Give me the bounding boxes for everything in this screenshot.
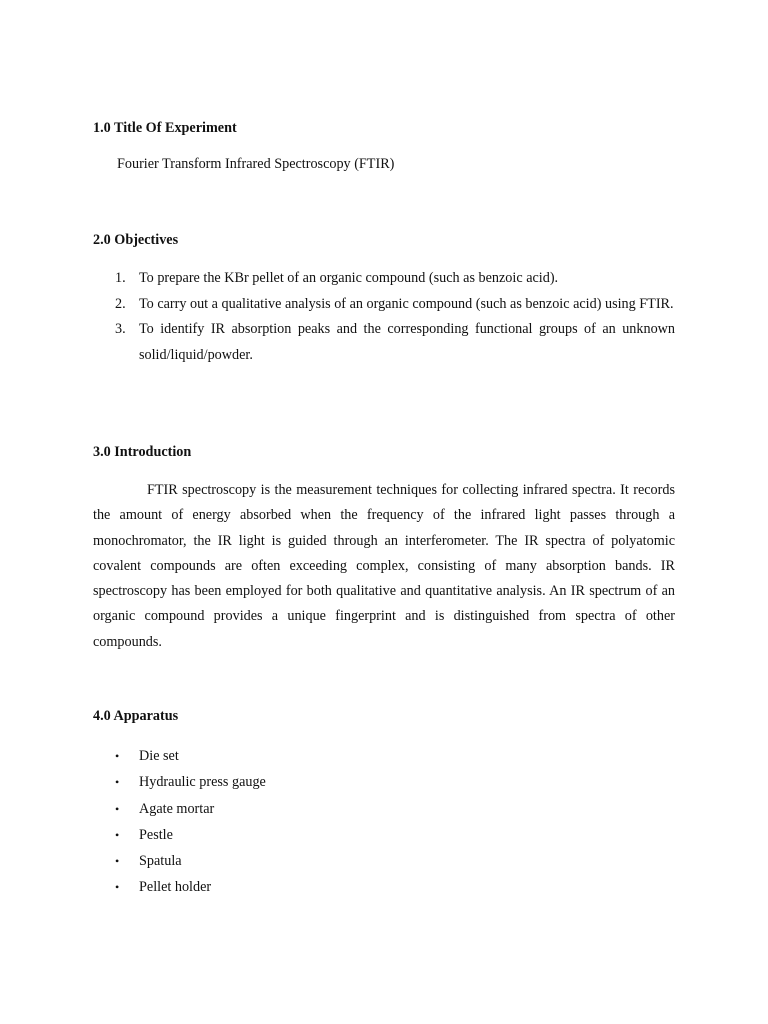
experiment-title: Fourier Transform Infrared Spectroscopy (FTIR) bbox=[117, 156, 395, 172]
apparatus-item bbox=[93, 822, 493, 848]
apparatus-list bbox=[93, 743, 493, 901]
apparatus-item bbox=[93, 743, 493, 769]
apparatus-text: Die set bbox=[139, 748, 179, 764]
apparatus-text: Hydraulic press gauge bbox=[139, 774, 266, 791]
objective-number: 2. bbox=[115, 295, 126, 312]
introduction-paragraph: FTIR spectroscopy is the measurement techniques for collecting infrared spectra. It records the amount of energy absorbed when the frequency of the infrared light passes through a monochromator, the IR light is guided through an interferometer. The IR spectra of polyatomic covalent compounds are often exceeding complex, consisting of many absorption bands. IR spectroscopy has been employed for both qualitative and quantitative analysis. An IR spectrum of an organic compound provides a unique fingerprint and is distinguished from spectra of other compounds. bbox=[93, 482, 675, 650]
objectives-list bbox=[93, 266, 675, 368]
bullet-icon: • bbox=[115, 827, 120, 842]
section-heading-objectives: 2.0 Objectives bbox=[93, 232, 179, 248]
apparatus-text: Pellet holder bbox=[139, 879, 212, 896]
objective-text: To identify IR absorption peaks and the corresponding functional groups of an unknown solid/liquid/powder. bbox=[139, 321, 675, 363]
apparatus-text: Pestle bbox=[139, 826, 173, 843]
objective-item bbox=[93, 292, 675, 318]
apparatus-item bbox=[93, 874, 493, 900]
section-heading-apparatus: 4.0 Apparatus bbox=[93, 708, 179, 724]
bullet-icon: • bbox=[115, 801, 120, 816]
apparatus-item bbox=[93, 848, 493, 874]
bullet-icon: • bbox=[115, 749, 120, 763]
apparatus-text: Agate mortar bbox=[139, 800, 215, 817]
objective-item bbox=[93, 317, 675, 368]
objective-number: 1. bbox=[115, 270, 126, 286]
objective-text: To carry out a qualitative analysis of an organic compound (such as benzoic acid) using FTIR. bbox=[139, 295, 674, 312]
section-heading-introduction: 3.0 Introduction bbox=[93, 444, 192, 460]
bullet-icon: • bbox=[115, 775, 120, 790]
objective-text: To prepare the KBr pellet of an organic compound (such as benzoic acid). bbox=[139, 270, 559, 286]
objective-item bbox=[93, 266, 675, 292]
bullet-icon: • bbox=[115, 854, 120, 869]
apparatus-item bbox=[93, 769, 493, 795]
apparatus-text: Spatula bbox=[139, 853, 182, 870]
section-heading-title: 1.0 Title Of Experiment bbox=[93, 120, 237, 136]
objective-number: 3. bbox=[115, 321, 126, 337]
apparatus-item bbox=[93, 796, 493, 822]
bullet-icon: • bbox=[115, 880, 120, 895]
